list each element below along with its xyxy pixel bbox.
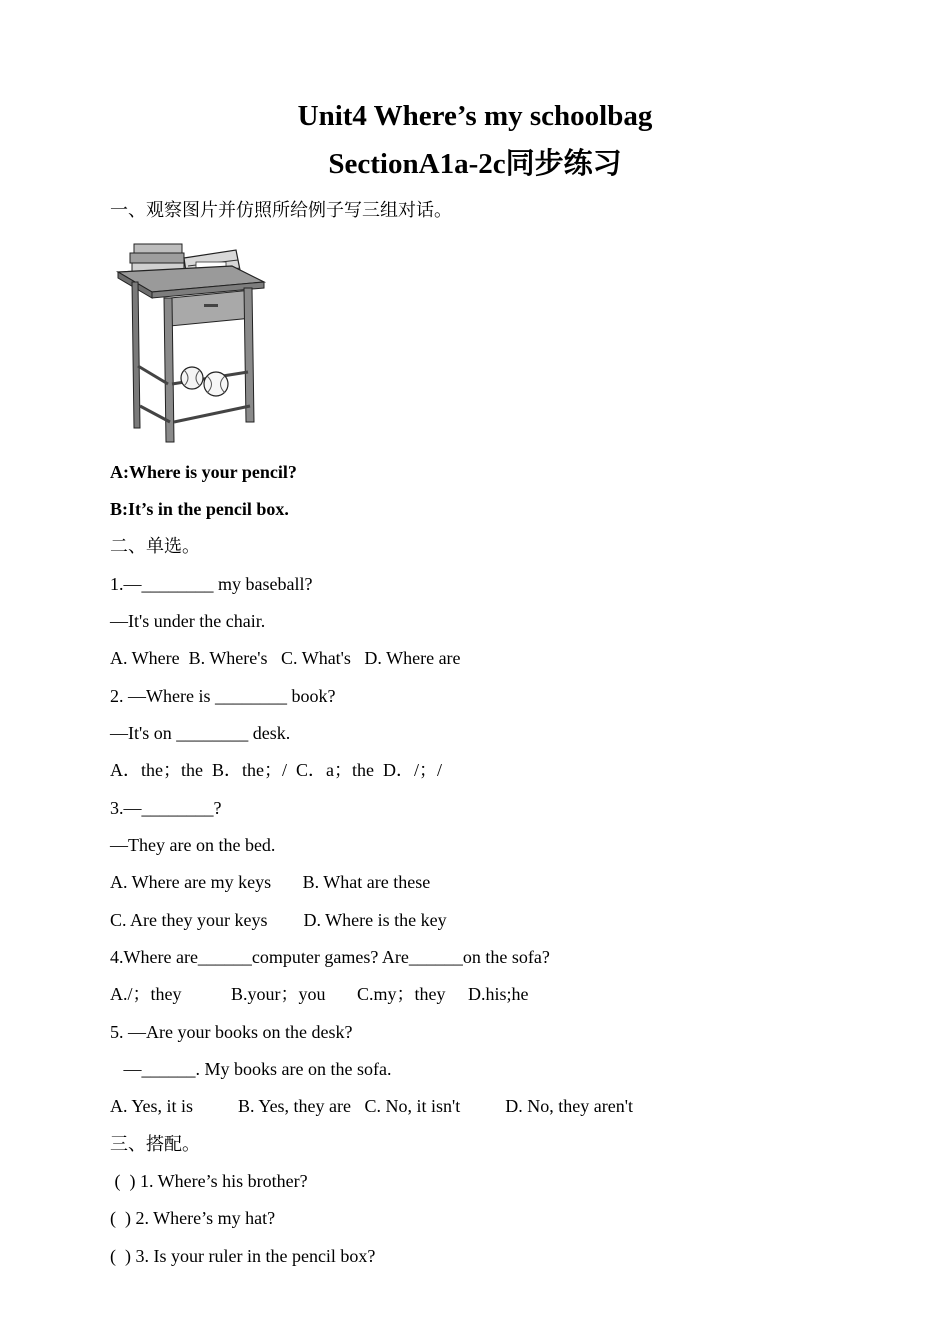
q4-stem: 4.Where are______computer games? Are______on the sofa? <box>110 947 550 967</box>
q3-options-row1: A. Where are my keys B. What are these <box>110 872 431 892</box>
section1-heading: 一、观察图片并仿照所给例子写三组对话。 <box>110 200 452 220</box>
match-item-1: ( ) 1. Where’s his brother? <box>110 1171 308 1191</box>
match-item-3: ( ) 3. Is your ruler in the pencil box? <box>110 1246 376 1266</box>
example-answer: B:It’s in the pencil box. <box>110 499 289 519</box>
desk-with-books-and-baseballs-icon <box>112 236 272 448</box>
q3-reply: —They are on the bed. <box>110 835 276 855</box>
q3-options-row2: C. Are they your keys D. Where is the key <box>110 910 447 930</box>
example-question: A:Where is your pencil? <box>110 462 297 482</box>
page-title: Unit4 Where’s my schoolbag <box>297 100 653 132</box>
q5-options: A. Yes, it is B. Yes, they are C. No, it isn't D. No, they aren't <box>110 1096 633 1116</box>
q5-stem: 5. —Are your books on the desk? <box>110 1022 353 1042</box>
section2-heading: 二、单选。 <box>110 536 200 556</box>
q1-reply: —It's under the chair. <box>110 611 266 631</box>
section3-heading: 三、搭配。 <box>110 1134 200 1154</box>
q1-stem: 1.—________ my baseball? <box>110 574 313 594</box>
q1-options: A. Where B. Where's C. What's D. Where are <box>110 648 461 668</box>
q5-reply: —______. My books are on the sofa. <box>110 1059 392 1079</box>
q3-stem: 3.—________? <box>110 798 222 818</box>
q4-options: A./；they B.your；you C.my；they D.his;he <box>110 984 529 1004</box>
q2-reply: —It's on ________ desk. <box>110 723 291 743</box>
q2-options: A．the；the B．the；/ C．a；the D．/；/ <box>110 760 442 780</box>
match-item-2: ( ) 2. Where’s my hat? <box>110 1208 276 1228</box>
page-subtitle: SectionA1a-2c同步练习 <box>328 148 622 180</box>
q2-stem: 2. —Where is ________ book? <box>110 686 336 706</box>
